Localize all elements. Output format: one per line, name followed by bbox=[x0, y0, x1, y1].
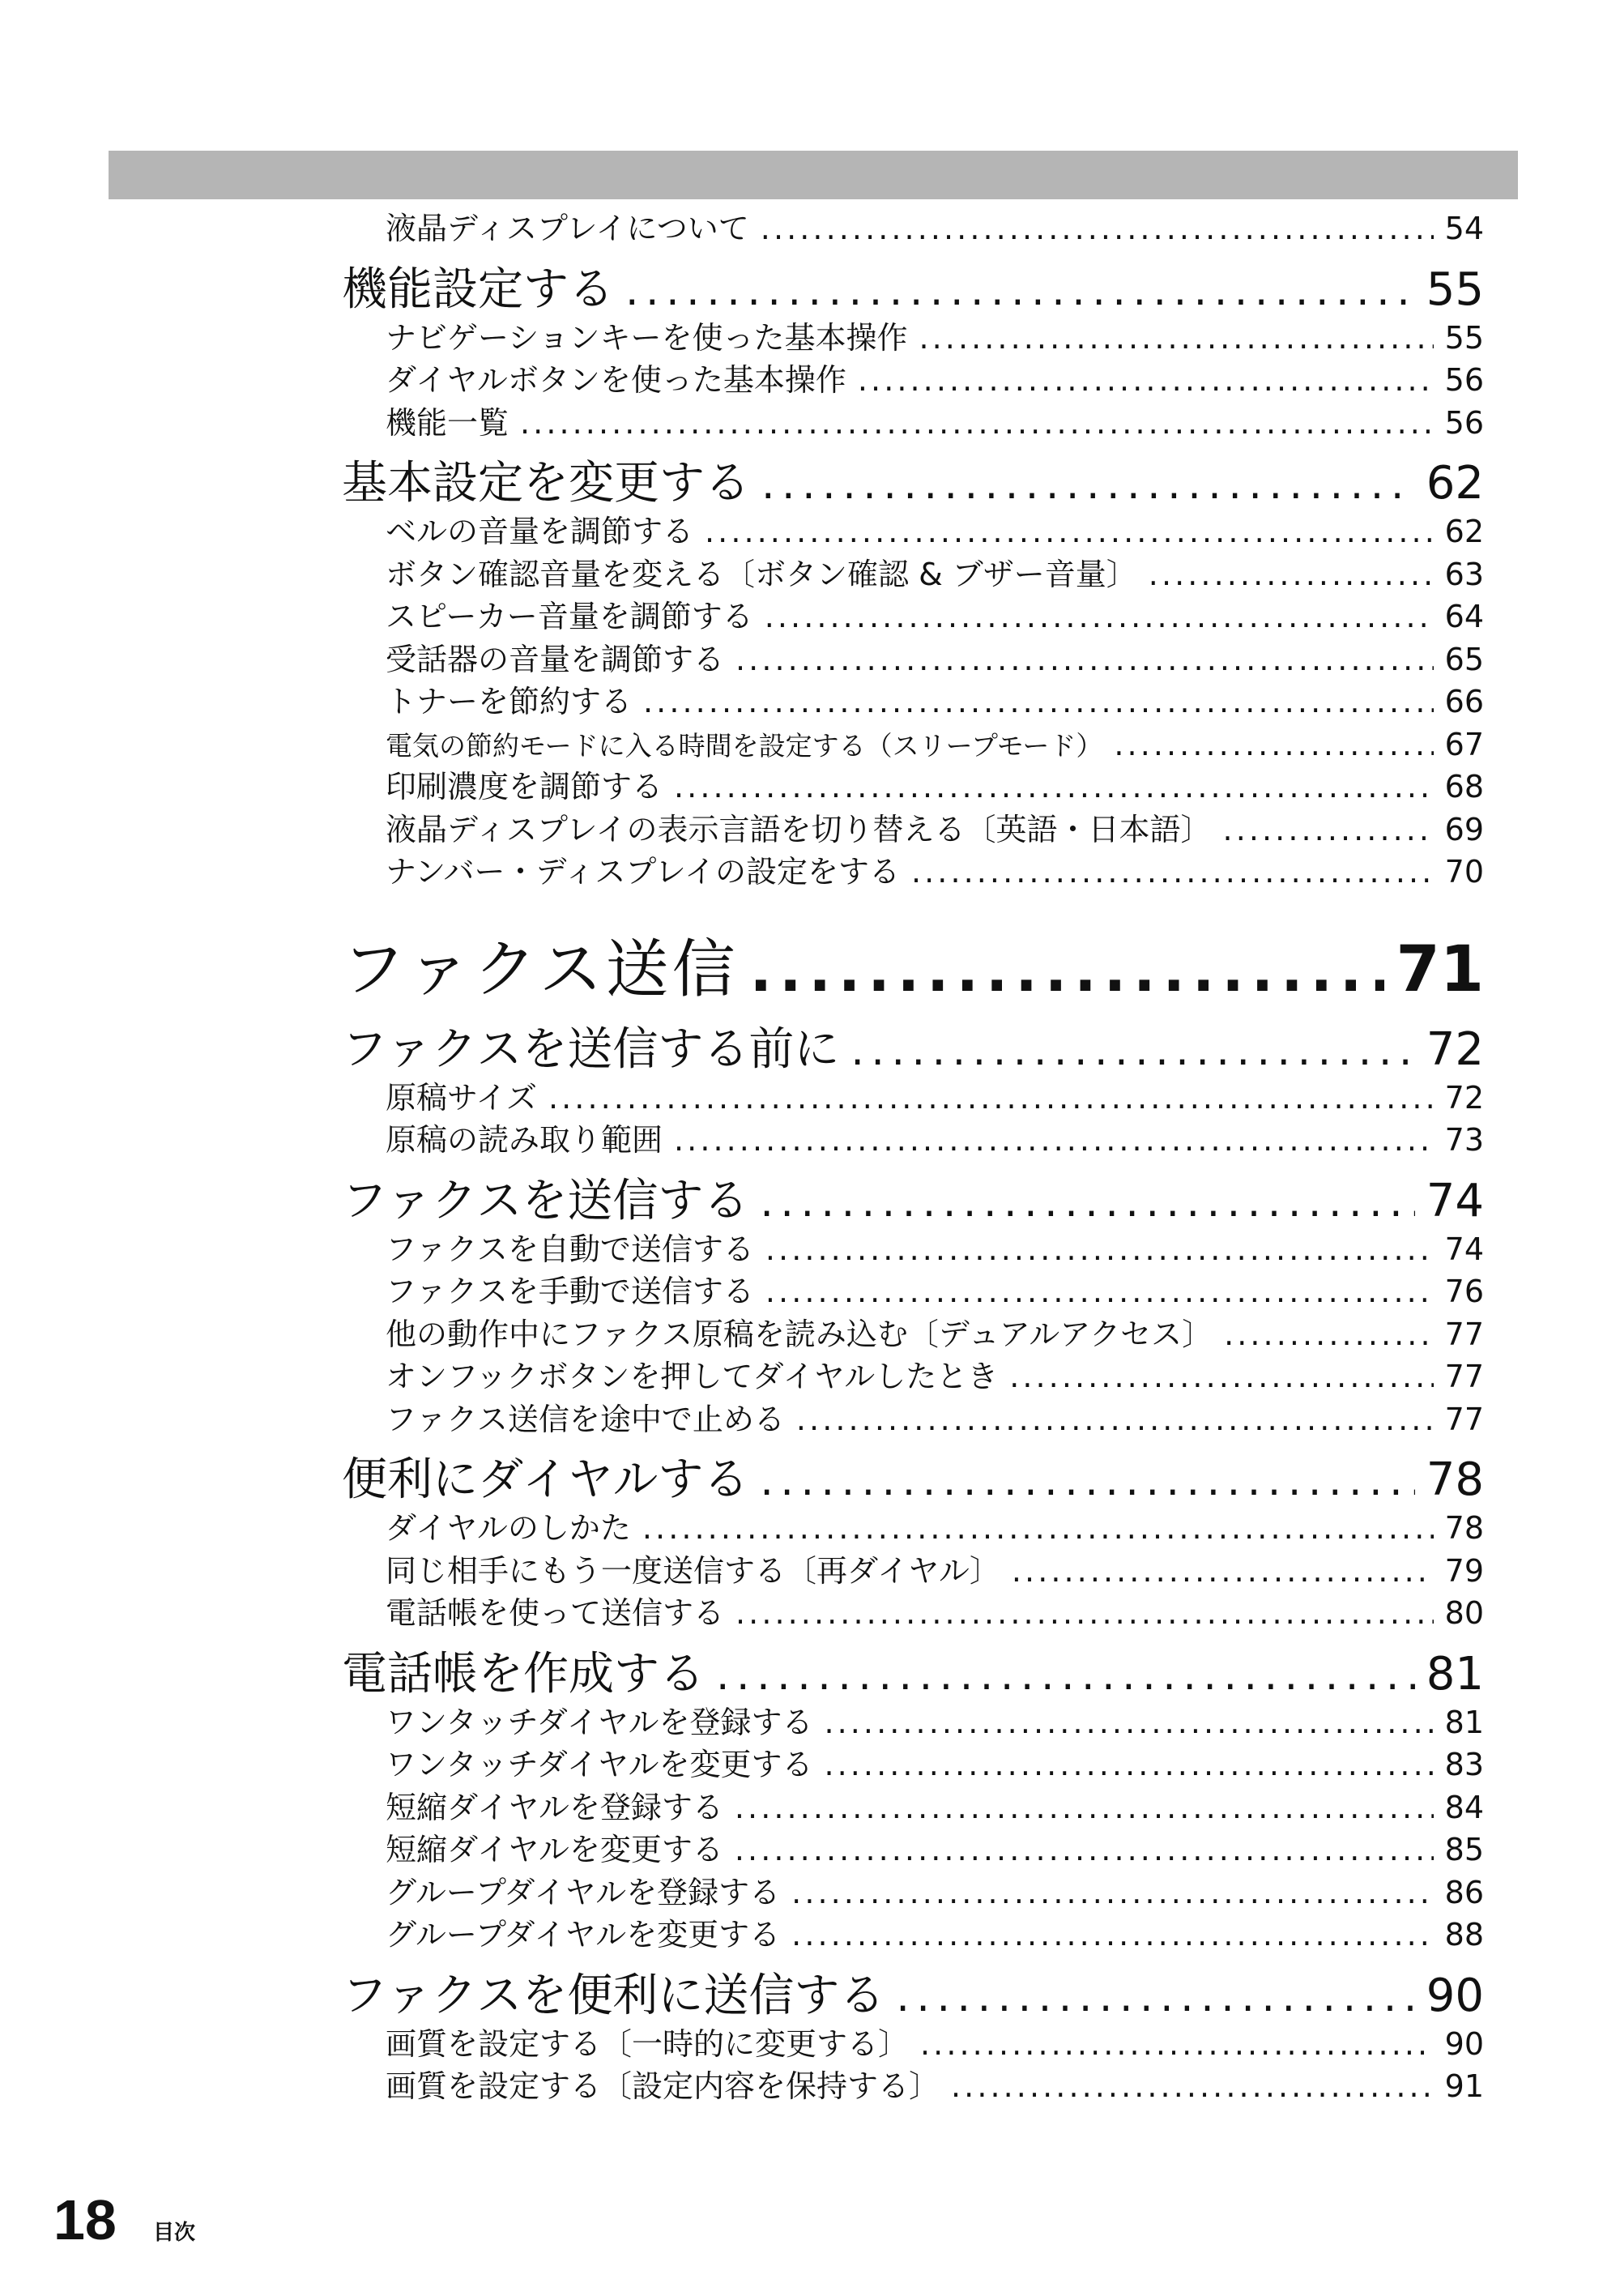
toc-page-number: 67 bbox=[1444, 726, 1484, 762]
toc-subsection[interactable] bbox=[386, 723, 1484, 766]
toc-page-number: 65 bbox=[1444, 641, 1484, 677]
toc-page-number: 85 bbox=[1444, 1832, 1484, 1867]
toc-subsection[interactable] bbox=[386, 1270, 1484, 1313]
toc-section[interactable] bbox=[342, 1453, 1484, 1507]
toc-title: ワンタッチダイヤルを変更する bbox=[386, 1747, 813, 1782]
toc-subsection[interactable] bbox=[386, 1398, 1484, 1441]
toc-subsection[interactable] bbox=[386, 1077, 1484, 1120]
toc-subsection[interactable] bbox=[386, 207, 1484, 250]
toc-section[interactable] bbox=[342, 1970, 1484, 2023]
toc-subsection[interactable] bbox=[386, 2065, 1484, 2108]
toc-title: 機能一覧 bbox=[386, 404, 509, 441]
toc-title: ナビゲーションキーを使った基本操作 bbox=[386, 319, 908, 356]
toc-subsection[interactable] bbox=[386, 809, 1484, 851]
toc-title: 液晶ディスプレイについて bbox=[386, 211, 749, 246]
toc-subsection[interactable] bbox=[386, 510, 1484, 553]
toc-page-number: 77 bbox=[1444, 1359, 1484, 1394]
toc-section[interactable] bbox=[342, 263, 1484, 317]
toc-section[interactable] bbox=[342, 1648, 1484, 1701]
dot-leader bbox=[858, 359, 1434, 402]
table-of-contents bbox=[0, 207, 1620, 2108]
dot-leader bbox=[919, 317, 1433, 360]
toc-title: 原稿の読み取り範囲 bbox=[386, 1122, 663, 1158]
dot-leader bbox=[1223, 809, 1434, 851]
toc-chapter[interactable] bbox=[342, 929, 1484, 1010]
toc-page-number: 63 bbox=[1444, 556, 1484, 592]
dot-leader bbox=[824, 1701, 1433, 1744]
toc-subsection[interactable] bbox=[386, 595, 1484, 638]
toc-subsection[interactable] bbox=[386, 1228, 1484, 1271]
toc-page-number: 71 bbox=[1396, 932, 1484, 1006]
toc-subsection[interactable] bbox=[386, 681, 1484, 723]
dot-leader bbox=[765, 1270, 1434, 1313]
toc-page-number: 90 bbox=[1426, 1969, 1484, 2022]
toc-page-number: 77 bbox=[1444, 1316, 1484, 1352]
toc-page-number: 78 bbox=[1426, 1453, 1484, 1506]
toc-title: グループダイヤルを登録する bbox=[386, 1874, 781, 1910]
toc-page-number: 90 bbox=[1444, 2025, 1484, 2062]
dot-leader bbox=[548, 1077, 1434, 1120]
toc-title: スピーカー音量を調節する bbox=[386, 599, 753, 634]
dot-leader bbox=[520, 402, 1434, 445]
toc-title: ボタン確認音量を変える〔ボタン確認 & ブザー音量〕 bbox=[386, 556, 1137, 592]
toc-subsection[interactable] bbox=[386, 1871, 1484, 1914]
page-number: 18 bbox=[53, 2188, 117, 2251]
toc-title: 短縮ダイヤルを登録する bbox=[386, 1789, 723, 1825]
toc-page-number: 78 bbox=[1444, 1510, 1484, 1546]
toc-title: 受話器の音量を調節する bbox=[386, 641, 725, 677]
toc-title: 電話帳を使って送信する bbox=[386, 1595, 725, 1631]
dot-leader bbox=[824, 1743, 1433, 1786]
toc-page-number: 56 bbox=[1444, 362, 1484, 398]
toc-page-number: 62 bbox=[1444, 514, 1484, 549]
toc-title: 機能設定する bbox=[342, 262, 614, 316]
dot-leader bbox=[705, 510, 1434, 553]
toc-page-number: 83 bbox=[1444, 1747, 1484, 1782]
toc-subsection[interactable] bbox=[386, 851, 1484, 894]
toc-page-number: 64 bbox=[1444, 599, 1484, 634]
dot-leader bbox=[735, 638, 1434, 681]
toc-subsection[interactable] bbox=[386, 1701, 1484, 1744]
dot-leader bbox=[735, 1829, 1434, 1871]
toc-section[interactable] bbox=[342, 457, 1484, 510]
dot-leader bbox=[791, 1914, 1433, 1957]
toc-subsection[interactable] bbox=[386, 359, 1484, 402]
toc-title: ナンバー・ディスプレイの設定をする bbox=[386, 854, 900, 890]
toc-subsection[interactable] bbox=[386, 1355, 1484, 1398]
toc-title: 他の動作中にファクス原稿を読み込む〔デュアルアクセス〕 bbox=[386, 1316, 1213, 1352]
dot-leader bbox=[674, 766, 1434, 809]
toc-page-number: 56 bbox=[1444, 404, 1484, 441]
toc-title: 便利にダイヤルする bbox=[342, 1453, 749, 1506]
toc-title: ファクスを便利に送信する bbox=[342, 1969, 885, 2022]
dot-leader bbox=[1009, 1355, 1433, 1398]
toc-title: 液晶ディスプレイの表示言語を切り替える〔英語・日本語〕 bbox=[386, 811, 1212, 847]
toc-page-number: 74 bbox=[1444, 1231, 1484, 1267]
toc-section[interactable] bbox=[342, 1023, 1484, 1077]
toc-subsection[interactable] bbox=[386, 317, 1484, 360]
dot-leader bbox=[791, 1871, 1433, 1914]
dot-leader bbox=[850, 1023, 1414, 1077]
toc-page-number: 77 bbox=[1444, 1401, 1484, 1437]
dot-leader bbox=[951, 2065, 1434, 2108]
toc-page-number: 70 bbox=[1444, 854, 1484, 890]
toc-subsection[interactable] bbox=[386, 1592, 1484, 1635]
toc-page-number: 84 bbox=[1444, 1789, 1484, 1825]
toc-title: 画質を設定する〔設定内容を保持する〕 bbox=[386, 2068, 940, 2104]
toc-page-number: 68 bbox=[1444, 769, 1484, 804]
toc-page-number: 79 bbox=[1444, 1552, 1484, 1589]
toc-page-number: 91 bbox=[1444, 2068, 1484, 2104]
toc-title: ファクスを送信する前に bbox=[342, 1022, 840, 1076]
toc-title: 短縮ダイヤルを変更する bbox=[386, 1832, 723, 1867]
toc-page-number: 74 bbox=[1426, 1174, 1484, 1227]
dot-leader bbox=[920, 2023, 1434, 2066]
dot-leader bbox=[760, 1175, 1414, 1228]
dot-leader bbox=[716, 1648, 1415, 1701]
toc-subsection[interactable] bbox=[386, 1914, 1484, 1957]
dot-leader bbox=[765, 1228, 1434, 1271]
dot-leader bbox=[1149, 553, 1434, 596]
toc-title: ダイヤルボタンを使った基本操作 bbox=[386, 362, 846, 398]
toc-title: ベルの音量を調節する bbox=[386, 514, 694, 549]
toc-title: グループダイヤルを変更する bbox=[386, 1917, 781, 1952]
toc-subsection[interactable] bbox=[386, 1829, 1484, 1871]
dot-leader bbox=[796, 1398, 1434, 1441]
header-bar bbox=[109, 151, 1518, 199]
toc-title: 電話帳を作成する bbox=[342, 1647, 705, 1701]
toc-page-number: 66 bbox=[1444, 684, 1484, 719]
dot-leader bbox=[674, 1119, 1434, 1162]
toc-page-number: 76 bbox=[1444, 1274, 1484, 1309]
toc-title: 電気の節約モードに入る時間を設定する（スリープモード） bbox=[386, 729, 1103, 762]
toc-title: オンフックボタンを押してダイヤルしたとき bbox=[386, 1359, 999, 1394]
dot-leader bbox=[735, 1786, 1434, 1829]
dot-leader bbox=[760, 1453, 1414, 1507]
toc-subsection[interactable] bbox=[386, 553, 1484, 596]
toc-title: ファクス送信 bbox=[342, 932, 739, 1006]
toc-page-number: 72 bbox=[1426, 1022, 1484, 1076]
dot-leader bbox=[625, 263, 1415, 317]
page-footer bbox=[53, 2187, 195, 2252]
dot-leader bbox=[911, 851, 1434, 894]
toc-title: 原稿サイズ bbox=[386, 1079, 537, 1116]
toc-page-number: 72 bbox=[1444, 1079, 1484, 1116]
toc-title: ファクスを手動で送信する bbox=[386, 1274, 754, 1309]
toc-page-number: 69 bbox=[1444, 811, 1484, 847]
toc-subsection[interactable] bbox=[386, 1743, 1484, 1786]
toc-title: 画質を設定する〔一時的に変更する〕 bbox=[386, 2025, 910, 2062]
toc-page-number: 55 bbox=[1444, 319, 1484, 356]
footer-title: 目次 bbox=[152, 2221, 195, 2245]
toc-subsection[interactable] bbox=[386, 766, 1484, 809]
dot-leader bbox=[765, 595, 1434, 638]
dot-leader bbox=[896, 1970, 1414, 2023]
toc-page-number: 86 bbox=[1444, 1874, 1484, 1910]
toc-subsection[interactable] bbox=[386, 402, 1484, 445]
dot-leader bbox=[1224, 1313, 1434, 1356]
dot-leader bbox=[761, 457, 1415, 510]
dot-leader bbox=[1012, 1550, 1434, 1593]
dot-leader bbox=[761, 207, 1434, 250]
toc-title: 基本設定を変更する bbox=[342, 457, 750, 510]
dot-leader bbox=[735, 1592, 1434, 1635]
toc-title: トナーを節約する bbox=[386, 684, 633, 719]
toc-page-number: 81 bbox=[1444, 1704, 1484, 1740]
toc-subsection[interactable] bbox=[386, 1507, 1484, 1550]
toc-subsection[interactable] bbox=[386, 638, 1484, 681]
toc-title: ダイヤルのしかた bbox=[386, 1510, 631, 1546]
toc-section[interactable] bbox=[342, 1175, 1484, 1228]
toc-page-number: 73 bbox=[1444, 1122, 1484, 1158]
toc-subsection[interactable] bbox=[386, 1119, 1484, 1162]
toc-page-number: 54 bbox=[1444, 211, 1484, 246]
dot-leader bbox=[643, 681, 1434, 723]
toc-subsection[interactable] bbox=[386, 1786, 1484, 1829]
toc-title: ファクスを自動で送信する bbox=[386, 1231, 754, 1267]
toc-page-number: 81 bbox=[1426, 1647, 1484, 1701]
toc-title: 同じ相手にもう一度送信する〔再ダイヤル〕 bbox=[386, 1552, 1000, 1589]
toc-page-number: 55 bbox=[1426, 262, 1484, 316]
toc-page-number: 80 bbox=[1444, 1595, 1484, 1631]
toc-page-number: 88 bbox=[1444, 1917, 1484, 1952]
dot-leader bbox=[750, 929, 1385, 1010]
toc-subsection[interactable] bbox=[386, 2023, 1484, 2066]
toc-page-number: 62 bbox=[1426, 457, 1484, 510]
toc-title: ワンタッチダイヤルを登録する bbox=[386, 1704, 813, 1740]
toc-title: ファクスを送信する bbox=[342, 1174, 749, 1227]
dot-leader bbox=[642, 1507, 1434, 1550]
toc-subsection[interactable] bbox=[386, 1550, 1484, 1593]
toc-title: 印刷濃度を調節する bbox=[386, 769, 663, 804]
toc-title: ファクス送信を途中で止める bbox=[386, 1401, 785, 1437]
toc-subsection[interactable] bbox=[386, 1313, 1484, 1356]
dot-leader bbox=[1114, 723, 1433, 766]
